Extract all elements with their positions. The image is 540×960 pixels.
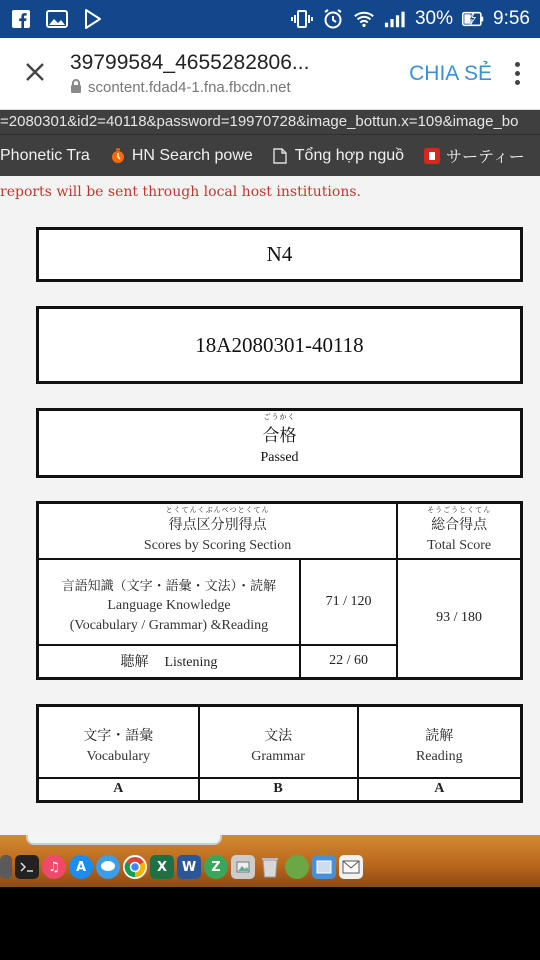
- clock-time: 9:56: [493, 8, 530, 29]
- play-store-icon: [82, 8, 104, 30]
- section-scores-header-en: Scores by Scoring Section: [143, 537, 292, 553]
- total-score-header: [397, 503, 521, 559]
- trash-icon: [258, 855, 282, 879]
- battery-charging-icon: [462, 8, 484, 30]
- section-grades-table: [36, 704, 523, 803]
- terminal-icon: [15, 855, 39, 879]
- overflow-menu-button[interactable]: [502, 62, 532, 85]
- result-kanji-wrap: [262, 412, 297, 446]
- dot-icon: [515, 80, 520, 85]
- vocabulary-grade: A: [38, 778, 199, 802]
- page-url-text: scontent.fdad4-1.fna.fbcdn.net: [88, 79, 291, 96]
- captured-address-bar: =2080301&id2=40118&password=19970728&image_bottun.x=109&image_bo: [0, 110, 540, 134]
- timer-icon: [110, 148, 126, 164]
- result-english: Passed: [260, 449, 299, 465]
- alarm-icon: [322, 8, 344, 30]
- word-icon: W: [177, 855, 201, 879]
- notice-line: reports will be sent through local host institutions.: [0, 184, 361, 200]
- level-value: N4: [266, 242, 293, 266]
- registration-number: 18A2080301-40118: [195, 332, 364, 357]
- vibrate-icon: [291, 8, 313, 30]
- wifi-icon: [353, 8, 375, 30]
- bookmark-label: Phonetic Tra: [0, 146, 90, 164]
- reading-jp: 読解: [425, 728, 454, 744]
- total-score-value: 93 / 180: [397, 559, 521, 679]
- battery-percent: 30%: [414, 8, 454, 29]
- level-box: [36, 227, 523, 282]
- captured-bookmarks-bar: [0, 134, 540, 176]
- system-navigation-area: [0, 887, 540, 960]
- status-bar: [0, 0, 540, 38]
- bookmark-label: Tổng hợp nguồ: [294, 146, 405, 164]
- captured-dock-area: [0, 835, 540, 887]
- green-app-icon: [285, 855, 309, 879]
- bookmark-item: [273, 147, 404, 165]
- listening-score: 22 / 60: [300, 645, 397, 679]
- language-knowledge-label: [38, 559, 300, 645]
- signal-icon: [384, 8, 406, 30]
- bookmark-item: [0, 147, 90, 165]
- preview-icon: [231, 855, 255, 879]
- red-app-icon: [424, 148, 440, 164]
- grammar-en: Grammar: [251, 748, 305, 764]
- total-score-header-en: Total Score: [427, 537, 492, 553]
- app-store-icon: A: [69, 855, 93, 879]
- page-title: 39799584_4655282806...: [70, 50, 310, 74]
- gallery-icon: [46, 8, 68, 30]
- custom-tab-toolbar: [0, 38, 540, 110]
- vocabulary-jp: 文字・語彙: [83, 728, 154, 744]
- result-ruby: ごうかく: [263, 412, 296, 421]
- finder-icon: [0, 855, 12, 879]
- dot-icon: [515, 71, 520, 76]
- bookmark-label: HN Search powe: [131, 146, 253, 164]
- image-viewport[interactable]: [0, 110, 540, 835]
- captured-tooltip-shape: [26, 835, 222, 845]
- reading-grade: A: [358, 778, 522, 802]
- page-title-block: [70, 51, 397, 97]
- reading-header: [358, 706, 522, 778]
- vocabulary-header: [38, 706, 199, 778]
- facebook-icon: [10, 8, 32, 30]
- messages-icon: [96, 855, 120, 879]
- music-icon: ♫: [42, 855, 66, 879]
- bookmark-item: [424, 144, 525, 167]
- chrome-icon: [123, 855, 147, 879]
- scores-table: [36, 501, 523, 680]
- bookmark-item: [110, 147, 253, 165]
- close-button[interactable]: [0, 38, 70, 110]
- share-button[interactable]: CHIA SẺ: [409, 61, 492, 85]
- captured-dock: [0, 847, 540, 887]
- result-kanji: 合格: [262, 425, 297, 445]
- page-url: [70, 79, 397, 97]
- mail-icon: [339, 855, 363, 879]
- registration-number-box: [36, 306, 523, 384]
- excel-icon: X: [150, 855, 174, 879]
- language-knowledge-en1: Language Knowledge: [107, 598, 231, 613]
- dot-icon: [515, 62, 520, 67]
- section-scores-header: [38, 503, 398, 559]
- grammar-grade: B: [199, 778, 358, 802]
- total-score-header-jp-text: 総合得点: [431, 517, 488, 533]
- grammar-jp: 文法: [264, 728, 293, 744]
- grammar-header: [199, 706, 358, 778]
- vocabulary-en: Vocabulary: [86, 748, 151, 764]
- language-knowledge-score: 71 / 120: [300, 559, 397, 645]
- section-scores-header-jp: [39, 505, 396, 534]
- document-icon: [273, 148, 289, 164]
- listening-en: Listening: [164, 655, 218, 671]
- close-icon: [25, 62, 45, 86]
- total-score-header-jp: [398, 505, 520, 534]
- section-scores-header-jp-text: 得点区分別得点: [168, 517, 267, 533]
- listening-jp: 聴解: [120, 655, 149, 671]
- result-box: [36, 408, 523, 478]
- language-knowledge-jp: 言語知識（文字・語彙・文法）・読解: [61, 578, 277, 593]
- language-knowledge-en2: (Vocabulary / Grammar) &Reading: [69, 618, 269, 633]
- lock-icon: [70, 79, 82, 97]
- zalo-icon: Z: [204, 855, 228, 879]
- bookmark-label: サーティー: [446, 149, 525, 166]
- total-score-header-ruby: そうごうとくてん: [427, 505, 492, 514]
- reading-en: Reading: [415, 748, 463, 764]
- window-icon: [312, 855, 336, 879]
- listening-label: [38, 645, 300, 679]
- section-scores-header-ruby: とくてんくぶんべつとくてん: [165, 505, 270, 514]
